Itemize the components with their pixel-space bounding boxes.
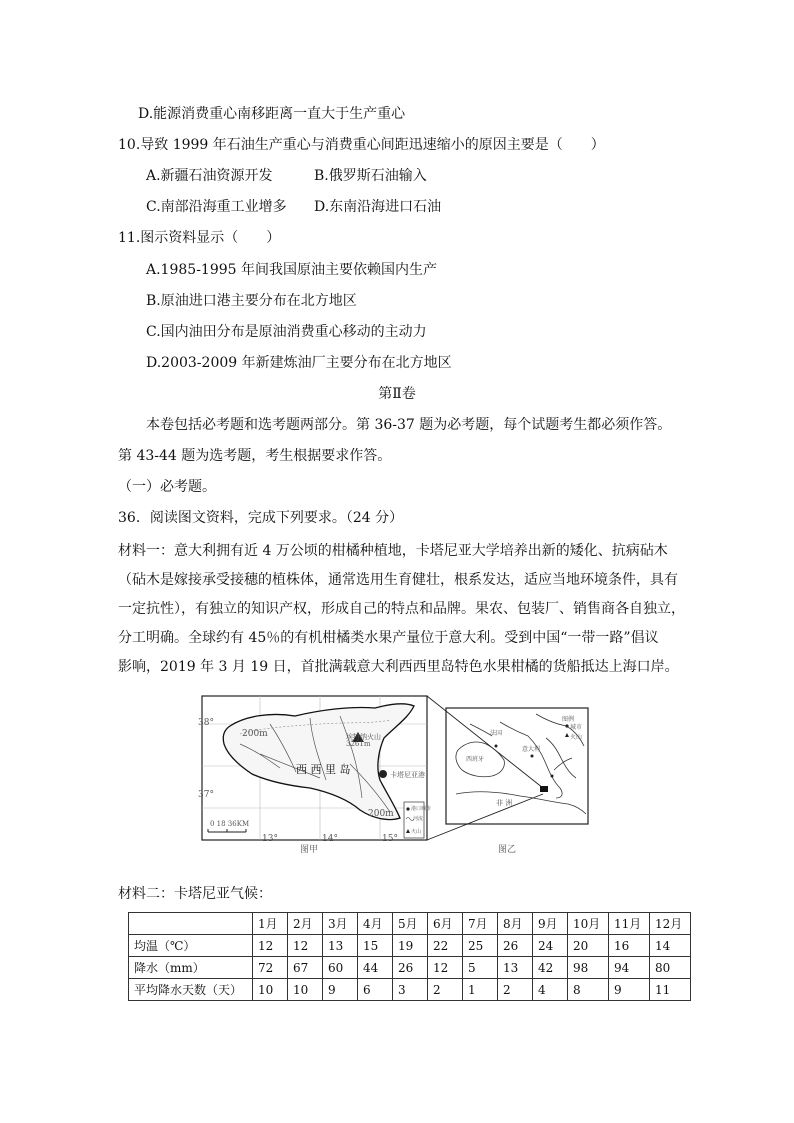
- lon-14-label: 14°: [322, 834, 338, 844]
- month-header: 6月: [428, 913, 463, 935]
- table-cell: 13: [498, 957, 533, 979]
- material1-line3: 一定抗性），有独立的知识产权，形成自己的特点和品牌。果农、包装厂、销售商各自独立，: [118, 601, 685, 617]
- q36-stem: 36．阅读图文资料，完成下列要求。（24 分）: [118, 510, 404, 526]
- q11-option-b: B.原油进口港主要分布在北方地区: [146, 293, 357, 309]
- table-row: [129, 957, 691, 979]
- q11-option-a: A.1985-1995 年间我国原油主要依赖国内生产: [146, 262, 437, 278]
- month-header: 3月: [323, 913, 358, 935]
- q11-stem: 11.图示资料显示（ ）: [118, 230, 281, 246]
- map-b-coastlines: [456, 714, 586, 814]
- row-label: 平均降水天数（天）: [129, 979, 253, 1001]
- volcano-name-label: 埃特纳火山: [346, 733, 381, 741]
- island-name-label: 西 西 里 岛: [296, 763, 351, 776]
- table-cell: 26: [393, 957, 428, 979]
- map-figure: [200, 694, 596, 854]
- label-france: 法国: [490, 730, 503, 737]
- connector-line-top: [427, 696, 543, 788]
- table-cell: 22: [428, 935, 463, 957]
- month-header: 4月: [358, 913, 393, 935]
- climate-table: [128, 912, 691, 1001]
- lat-38-label: 38°: [198, 718, 214, 728]
- table-cell: 16: [609, 935, 650, 957]
- legend-port-label: 港口城市: [411, 806, 432, 812]
- month-header: 5月: [393, 913, 428, 935]
- q10-option-a: A.新疆石油资源开发: [146, 168, 273, 184]
- volcano-height-label: 3261m: [346, 740, 371, 748]
- q9-option-d: D.能源消费重心南移距离一直大于生产重心: [138, 106, 406, 122]
- table-cell: 80: [650, 957, 691, 979]
- q10-option-b: B.俄罗斯石油输入: [314, 168, 427, 184]
- table-cell: 10: [253, 979, 288, 1001]
- contour-200m-se-label: 200m: [368, 809, 394, 819]
- row-label: 均温（℃）: [129, 935, 253, 957]
- lon-13-label: 13°: [262, 834, 278, 844]
- table-cell: 9: [609, 979, 650, 1001]
- table-cell: 2: [498, 979, 533, 1001]
- material1-line2: （砧木是嫁接承受接穗的植株体，通常选用生育健壮，根系发达，适应当地环境条件，具有: [118, 572, 678, 588]
- table-cell: 44: [358, 957, 393, 979]
- figure-caption-a: 图甲: [300, 845, 319, 855]
- required-label: （一）必考题。: [118, 479, 216, 495]
- table-cell: 10: [288, 979, 323, 1001]
- legend-river-label: 河流: [413, 816, 424, 822]
- table-cell: 8: [568, 979, 609, 1001]
- label-spain: 西班牙: [466, 756, 485, 763]
- table-cell: 25: [463, 935, 498, 957]
- label-africa: 非 洲: [496, 799, 513, 807]
- q11-option-d: D.2003-2009 年新建炼油厂主要分布在北方地区: [146, 355, 452, 371]
- table-cell: 9: [323, 979, 358, 1001]
- scale-label: 0 18 36KM: [210, 820, 250, 828]
- q10-option-c: C.南部沿海重工业增多: [146, 199, 287, 215]
- table-header-row: [129, 913, 691, 935]
- month-header: 12月: [650, 913, 691, 935]
- q10-option-d: D.东南沿海进口石油: [314, 199, 442, 215]
- section-intro-line2: 第 43-44 题为选考题，考生根据要求作答。: [118, 448, 392, 464]
- section-title: 第Ⅱ卷: [378, 386, 416, 402]
- table-cell: 5: [463, 957, 498, 979]
- sicily-highlight-marker: [540, 786, 548, 792]
- table-cell: 19: [393, 935, 428, 957]
- table-row: [129, 935, 691, 957]
- figure-caption-b: 图乙: [498, 845, 517, 855]
- table-cell: 15: [358, 935, 393, 957]
- table-cell: 4: [533, 979, 568, 1001]
- lat-37-label: 37°: [198, 790, 214, 800]
- table-cell: 94: [609, 957, 650, 979]
- table-cell: 42: [533, 957, 568, 979]
- q11-option-c: C.国内油田分布是原油消费重心移动的主动力: [146, 324, 427, 340]
- material1-line1: 材料一：意大利拥有近 4 万公顷的柑橘种植地，卡塔尼亚大学培养出新的矮化、抗病砧木: [118, 543, 668, 559]
- table-cell: 72: [253, 957, 288, 979]
- month-header: 7月: [463, 913, 498, 935]
- table-cell: 6: [358, 979, 393, 1001]
- section-intro-line1: 本卷包括必考题和选考题两部分。第 36-37 题为必考题，每个试题考生都必须作答。: [146, 417, 672, 433]
- q10-stem: 10.导致 1999 年石油生产重心与消费重心间距迅速缩小的原因主要是（ ）: [118, 137, 605, 153]
- table-cell: 12: [288, 935, 323, 957]
- legend-b-volcano: 火山: [570, 734, 583, 741]
- row-label: 降水（mm）: [129, 957, 253, 979]
- table-cell: 98: [568, 957, 609, 979]
- catania-port-icon: [379, 770, 387, 778]
- table-cell: 11: [650, 979, 691, 1001]
- table-cell: 12: [253, 935, 288, 957]
- table-cell: 12: [428, 957, 463, 979]
- material1-line4: 分工明确。全球约有 45％的有机柑橘类水果产量位于意大利。受到中国“一带一路”倡议: [118, 630, 659, 646]
- month-header: 9月: [533, 913, 568, 935]
- month-header: 10月: [568, 913, 609, 935]
- catania-label: 卡塔尼亚港: [390, 771, 425, 779]
- table-cell: 13: [323, 935, 358, 957]
- material2-label: 材料二：卡塔尼亚气候：: [118, 886, 272, 902]
- table-cell: 67: [288, 957, 323, 979]
- connector-line-bottom: [427, 794, 543, 840]
- lon-15-label: 15°: [382, 834, 398, 844]
- legend-volcano-label: 火山: [411, 829, 422, 835]
- table-cell: 1: [463, 979, 498, 1001]
- month-header: 1月: [253, 913, 288, 935]
- legend-b-title: 图例: [562, 716, 575, 723]
- table-cell: 60: [323, 957, 358, 979]
- table-corner-cell: [129, 913, 253, 935]
- material1-line5: 影响，2019 年 3 月 19 日，首批满载意大利西西里岛特色水果柑橘的货船抵达上海口岸。: [118, 659, 679, 675]
- table-cell: 3: [393, 979, 428, 1001]
- month-header: 8月: [498, 913, 533, 935]
- table-cell: 2: [428, 979, 463, 1001]
- table-cell: 20: [568, 935, 609, 957]
- contour-200m-nw-label: 200m: [242, 729, 268, 739]
- month-header: 11月: [609, 913, 650, 935]
- table-cell: 14: [650, 935, 691, 957]
- table-cell: 26: [498, 935, 533, 957]
- table-cell: 24: [533, 935, 568, 957]
- month-header: 2月: [288, 913, 323, 935]
- table-row: [129, 979, 691, 1001]
- legend-b-city: 城市: [570, 724, 583, 731]
- label-italy: 意大利: [522, 746, 541, 753]
